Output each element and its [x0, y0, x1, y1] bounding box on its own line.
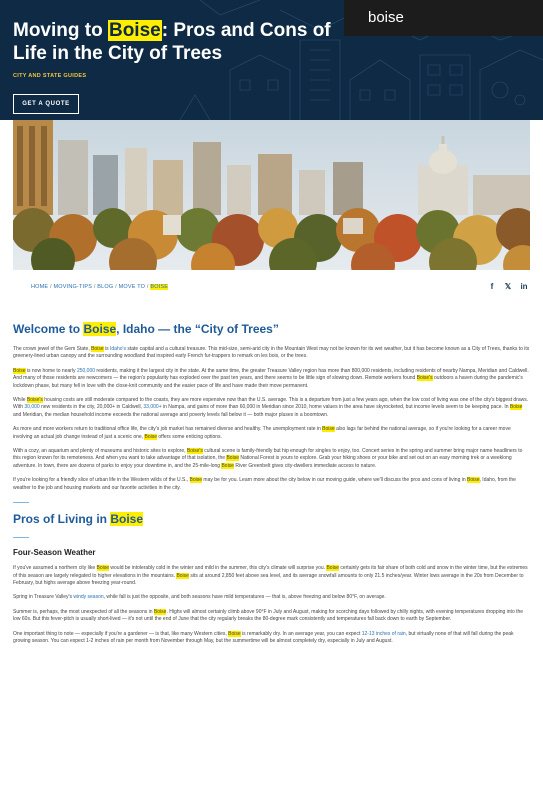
- pros-heading: Pros of Living in Boise: [13, 512, 144, 527]
- population-link[interactable]: 250,000: [76, 367, 96, 374]
- boise-skyline-photo: [13, 120, 530, 270]
- breadcrumb-move-to[interactable]: MOVE TO: [118, 284, 146, 290]
- section-divider: [13, 537, 29, 538]
- find-in-page-search-input[interactable]: boise: [344, 0, 543, 36]
- linkedin-share-icon[interactable]: in: [520, 282, 528, 291]
- breadcrumb-current: BOISE: [150, 284, 169, 290]
- article-body: [13, 322, 530, 652]
- intro-paragraph-2: Boise is now home to nearly 250,000 residents, making it the largest city in the state. At the same time, the greater Treasure Valley region has more than 800,000 residents, including residents of nearby Nampa, Meridian and Caldwell. And many of those residents are newcomers — the region's popularity has exploded over the past ten years, and there seems to be little sign of slowing down. Remote workers found Boise's outdoors a haven during the pandemic's lockdown phase, but many fell in love with the close-knit community and the easier pace of life and have made their move permanent.: [13, 367, 529, 389]
- breadcrumb-blog[interactable]: BLOG: [97, 284, 114, 290]
- facebook-share-icon[interactable]: f: [490, 282, 494, 291]
- weather-paragraph-2: Spring in Treasure Valley's windy season, while fall is just the opposite, and both seasons have mild temperatures — that is, above freezing and below 80°F, on average.: [13, 594, 386, 601]
- rainfall-link[interactable]: 12-13 inches of rain: [361, 630, 406, 637]
- get-a-quote-button[interactable]: GET A QUOTE: [13, 94, 79, 114]
- search-highlight: Boise: [108, 20, 161, 41]
- weather-paragraph-4: One important thing to note — especially if you're a gardener — is that, like many Western cities, Boise is remarkably dry. In an average year, you can expect 12-13 inches of rain, but virtually none of that will fall during the peak growing season. You can expect 1-2 inches of rain per month from November through May, but the summertime will be almost completely dry, especially in July and August.: [13, 630, 514, 644]
- hero-banner: [0, 0, 543, 120]
- idaho-link[interactable]: Idaho's: [110, 346, 126, 352]
- new-residents-link[interactable]: 30,000: [24, 404, 40, 411]
- intro-paragraph-6: If you're looking for a friendly slice of urban life in the Western wilds of the U.S., Boise may be for you. Learn more about the city below in our moving guide, where we'll discuss the pros and cons of living in Boise, Idaho, from the weather to the job and housing markets and our favorite activities in the city.: [13, 477, 516, 491]
- nampa-link[interactable]: 33,000+: [143, 404, 162, 411]
- page-title: Moving to Boise: Pros and Cons of Life in the City of Trees: [13, 20, 331, 64]
- breadcrumb-moving-tips[interactable]: MOVING-TIPS: [53, 284, 93, 290]
- breadcrumb: HOME / MOVING-TIPS / BLOG / MOVE TO / BOISE: [31, 284, 169, 290]
- section-divider: [13, 502, 29, 503]
- weather-paragraph-1: If you've assumed a northern city like Boise would be intolerably cold in the winter and mild in the summer, this city's climate will surprise you. Boise certainly gets its fair share of both cold and snow in the winter time, but the extremes of this season are largely relegated to higher elevations in the mountains. Boise sits at around 2,850 feet above sea level, and its average snowfall amounts to only 21.5 inches/year. Winter lows average in the 20s from December to February, but highs average above freezing year-round.: [13, 565, 528, 586]
- intro-paragraph-4: As more and more workers return to traditional office life, the city's job market has remained diverse and healthy. The unemployment rate in Boise also lags far behind the national average, so if you're looking for a career move involving an actual job change instead of just a scenic one, Boise offers some enticing options.: [13, 426, 511, 440]
- weather-paragraph-3: Summer is, perhaps, the most unexpected of all the seasons in Boise. Highs will almost certainly climb above 90°F in July and August, making for scorching days followed by chilly nights, with evening temperatures dropping into the low 60s. But this fever-pitch is usually short-lived — it's not until the end of June that the city regularly breaks the 80-degree mark consistently and temperatures fall back down to earth by September.: [13, 608, 524, 623]
- breadcrumb-home[interactable]: HOME: [31, 284, 49, 290]
- category-label[interactable]: CITY AND STATE GUIDES: [13, 73, 87, 79]
- intro-heading: Welcome to Boise, Idaho — the “City of Trees”: [13, 322, 279, 336]
- x-share-icon[interactable]: 𝕏: [504, 282, 512, 291]
- intro-paragraph-1: The crown jewel of the Gem State, Boise is Idaho's state capital and a cultural treasure. This mid-size, semi-arid city in the Mountain West may not be known for its wet weather, but it has become known as a City of Trees, thanks to its greenery-lined urban canopy and the surrounding woodland that inspired early French fur-trappers to remark on les bois, or the trees.: [13, 346, 530, 360]
- windy-season-link[interactable]: windy season: [73, 594, 104, 601]
- intro-paragraph-5: With a cozy, an aquarium and plenty of museums and historic sites to explore, Boise's cultural scene is family-friendly but hip enough for singles to enjoy, too. Concert series in the spring and summer bring major name headliners to this region known for its remoteness. And when you want to take advantage of that isolation, the Boise National Forest is yours to explore. Grab your hiking shoes or your bike and set out on an easy morning trek or a weeklong adventure. In town, there are dozens of parks to enjoy your downtime in, and the 25-mile-long Boise River Greenbelt gives city-dwellers immediate access to nature.: [13, 448, 523, 469]
- weather-heading: Four-Season Weather: [13, 548, 96, 558]
- intro-paragraph-3: While Boise's housing costs are still moderate compared to the coasts, they are more expensive now than the U.S. average. This is a departure from just a few years ago, when the low cost of living was one of the city's biggest draws. With 30,000 new residents in the city, 20,000+ in Caldwell, 33,000+ in Nampa, and gains of more than 60,000 in Meridian since 2010, home values in the area have skyrocketed, but income levels seem to be keeping pace. In Boise and Meridian, the median household income exceeds the national average and poverty levels fall below it — both major pluses in a boomtown.: [13, 397, 529, 418]
